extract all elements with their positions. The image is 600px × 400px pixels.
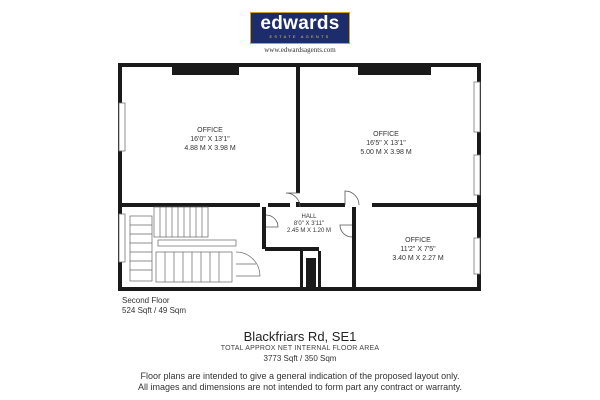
room-dimensions-metric: 5.00 M X 3.98 M (360, 149, 412, 156)
door-office-right (345, 191, 359, 205)
wall-cupboard-1 (300, 251, 303, 287)
room-label-office-3 (378, 236, 458, 263)
window-left-upper (119, 103, 125, 151)
stair-lower-flight (156, 252, 232, 282)
beam-left (172, 63, 239, 75)
wall-hall-top-mid (268, 203, 290, 207)
window-left-lower (119, 214, 125, 262)
room-dimensions-metric: 3.40 M X 2.27 M (392, 255, 444, 262)
wall-office-divider (296, 63, 300, 193)
wall-hall-left (262, 207, 266, 249)
room-dimensions-imperial: 11'2" X 7'5" (400, 246, 436, 253)
logo-name: edwards (260, 13, 340, 34)
logo-tagline: ESTATE AGENTS (269, 34, 331, 39)
staircase (130, 207, 260, 282)
disclaimer (0, 371, 600, 393)
room-name: OFFICE (373, 131, 399, 138)
floor-info (122, 296, 186, 316)
room-name: OFFICE (197, 127, 223, 134)
room-name: HALL (301, 214, 317, 220)
property-total-area: 3773 Sqft / 350 Sqm (263, 354, 337, 363)
property-title: Blackfriars Rd, SE1 (243, 329, 357, 344)
room-dimensions-imperial: 8'0" X 3'11" (293, 221, 325, 227)
wall-hall-top-left (122, 203, 260, 207)
room-label-hall (276, 214, 342, 235)
room-dimensions-metric: 4.88 M X 3.98 M (184, 145, 236, 152)
property-summary (0, 329, 600, 364)
room-dimensions-imperial: 16'0" X 13'1" (190, 136, 230, 143)
disclaimer-line-1: Floor plans are intended to give a general indication of the proposed layout only. (140, 371, 460, 381)
wall-bottom (118, 287, 481, 291)
room-label-office-2 (346, 130, 426, 157)
wall-cupboard-2 (318, 251, 321, 287)
wall-office3-top (372, 203, 477, 207)
floor-name: Second Floor (122, 296, 170, 305)
stair-landing (158, 240, 236, 246)
beam-right (358, 63, 431, 75)
wall-hall-bottom (265, 247, 319, 251)
window-right-upper (474, 82, 480, 132)
floor-area: 524 Sqft / 49 Sqm (122, 306, 187, 315)
room-dimensions-imperial: 16'5" X 13'1" (366, 140, 406, 147)
disclaimer-line-2: All images and dimensions are not intended to form part any contract or warranty. (138, 382, 462, 392)
stair-left-flight (130, 216, 152, 281)
property-subtitle: TOTAL APPROX NET INTERNAL FLOOR AREA (220, 345, 380, 352)
logo-url: www.edwardsagents.com (264, 46, 336, 54)
window-right-mid (474, 155, 480, 195)
room-dimensions-metric: 2.45 M X 1.20 M (286, 228, 332, 234)
room-name: OFFICE (405, 237, 431, 244)
window-right-lower (474, 238, 480, 274)
wall-hall-top-right (300, 203, 345, 207)
stair-upper-flight (154, 207, 208, 237)
room-label-office-1 (170, 126, 250, 153)
riser-block (306, 258, 316, 287)
wall-office3-left (352, 207, 356, 287)
